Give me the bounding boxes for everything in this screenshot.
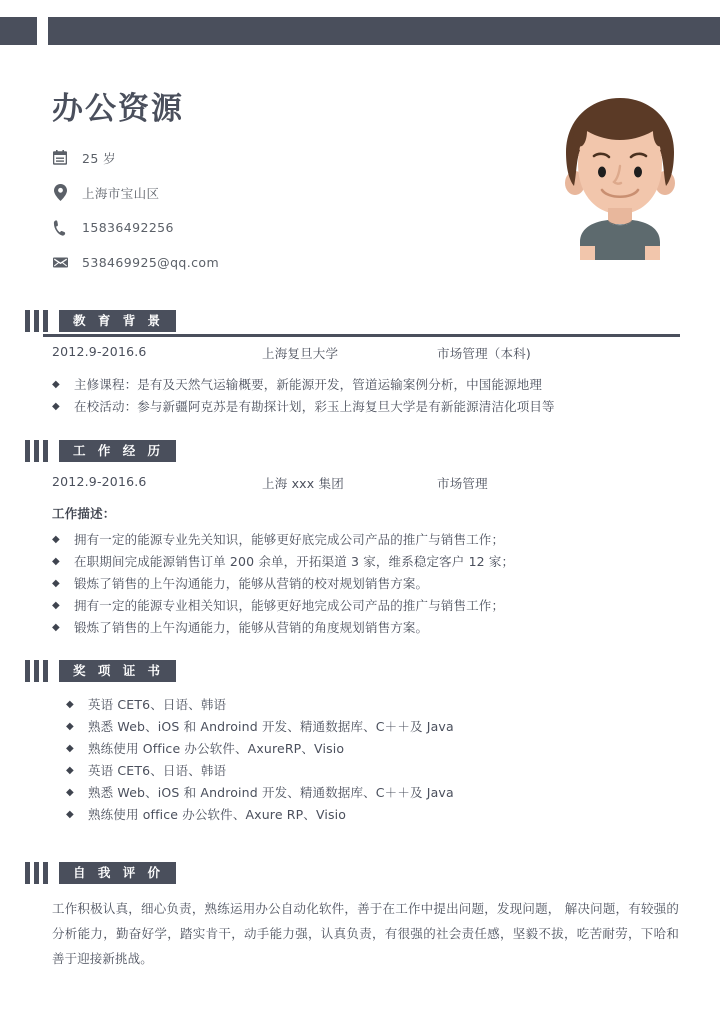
list-item: [66, 738, 682, 760]
calendar-icon: [50, 149, 70, 167]
page-title: 办公资源: [52, 91, 184, 127]
education-bullet-list: [52, 374, 682, 418]
list-item: [52, 529, 682, 551]
section-body-work: [52, 474, 682, 639]
top-bar-stub: [0, 17, 37, 45]
section-tick-2: [34, 310, 39, 332]
list-item: [52, 595, 682, 617]
diamond-bullet-icon: ◆: [52, 600, 60, 611]
award-bullet-text: 熟练使用 Office 办公软件、AxureRP、Visio: [88, 741, 345, 756]
section-header-awards: [25, 660, 720, 682]
award-bullet-text: 熟悉 Web、iOS 和 Androind 开发、精通数据库、C＋＋及 Java: [88, 719, 454, 734]
diamond-bullet-icon: ◆: [66, 765, 74, 776]
list-item: [66, 716, 682, 738]
contact-value-email: 538469925@qq.com: [82, 255, 220, 270]
work-date: 2012.9-2016.6: [52, 474, 147, 489]
award-bullet-text: 熟悉 Web、iOS 和 Androind 开发、精通数据库、C＋＋及 Java: [88, 785, 454, 800]
awards-bullet-list: [66, 694, 682, 826]
education-role: 市场管理（本科): [437, 346, 531, 361]
section-header-self-evaluation: [25, 862, 720, 884]
envelope-icon: [50, 254, 70, 272]
avatar: [540, 90, 700, 260]
resume-header: [0, 45, 720, 292]
phone-icon: [50, 219, 70, 237]
top-bar-main: [48, 17, 720, 45]
education-organization: 上海复旦大学: [262, 346, 339, 361]
diamond-bullet-icon: ◆: [52, 556, 60, 567]
diamond-bullet-icon: ◆: [52, 578, 60, 589]
education-entry-meta: [52, 344, 682, 362]
work-entry-meta: [52, 474, 682, 492]
work-bullet-text: 拥有一定的能源专业先关知识，能够更好底完成公司产品的推广与销售工作；: [74, 532, 505, 547]
section-tick-3: [43, 440, 48, 462]
contact-list: [50, 143, 380, 283]
section-awards: [0, 660, 720, 826]
section-title-awards: 奖 项 证 书: [59, 660, 176, 682]
list-item: [66, 804, 682, 826]
section-title-self-evaluation: 自 我 评 价: [59, 862, 176, 884]
section-education: [0, 310, 720, 418]
diamond-bullet-icon: ◆: [66, 699, 74, 710]
contact-value-phone: 15836492256: [82, 220, 174, 235]
contact-value-location: 上海市宝山区: [82, 185, 160, 201]
list-item: [52, 396, 682, 418]
section-tick-1: [25, 862, 30, 884]
award-bullet-text: 熟练使用 office 办公软件、Axure RP、Visio: [88, 807, 347, 822]
section-tick-2: [34, 660, 39, 682]
list-item: [52, 551, 682, 573]
work-bullet-text: 拥有一定的能源专业相关知识，能够更好地完成公司产品的推广与销售工作；: [74, 598, 505, 613]
education-bullet-text: 在校活动：参与新疆阿克苏是有勘探计划，彩玉上海复旦大学是有新能源清洁化项目等: [74, 399, 555, 414]
diamond-bullet-icon: ◆: [52, 379, 60, 390]
top-decorative-bars: [0, 17, 720, 45]
diamond-bullet-icon: ◆: [66, 809, 74, 820]
diamond-bullet-icon: ◆: [66, 787, 74, 798]
section-work-experience: [0, 440, 720, 639]
list-item: [66, 694, 682, 716]
contact-value-age: 25 岁: [82, 150, 116, 166]
section-tick-1: [25, 440, 30, 462]
section-tick-1: [25, 310, 30, 332]
work-description-label: 工作描述：: [52, 506, 116, 521]
section-body-awards: [52, 694, 682, 826]
award-bullet-text: 英语 CET6、日语、韩语: [88, 763, 227, 778]
section-tick-2: [34, 862, 39, 884]
section-self-evaluation: [0, 862, 720, 971]
section-title-education: 教 育 背 景: [59, 310, 176, 332]
section-header-education: [25, 310, 720, 332]
location-pin-icon: [50, 184, 70, 202]
list-item: [66, 760, 682, 782]
section-title-work: 工 作 经 历: [59, 440, 176, 462]
diamond-bullet-icon: ◆: [52, 534, 60, 545]
diamond-bullet-icon: ◆: [66, 743, 74, 754]
self-evaluation-paragraph: 工作积极认真，细心负责，熟练运用办公自动化软件，善于在工作中提出问题，发现问题， 解决问题，有较强的分析能力，勤奋好学，踏实肯干，动手能力强，认真负责，有很强的社会责任感，坚毅不拔，吃苦耐劳，下哈和善于迎接新挑战。: [52, 901, 679, 966]
section-header-work: [25, 440, 720, 462]
work-role: 市场管理: [437, 476, 488, 491]
contact-row-age: [50, 143, 380, 172]
section-tick-3: [43, 862, 48, 884]
work-bullet-text: 在职期间完成能源销售订单 200 余单，开拓渠道 3 家，维系稳定客户 12 家；: [74, 554, 515, 569]
diamond-bullet-icon: ◆: [52, 622, 60, 633]
list-item: [52, 573, 682, 595]
award-bullet-text: 英语 CET6、日语、韩语: [88, 697, 227, 712]
diamond-bullet-icon: ◆: [52, 401, 60, 412]
education-bullet-text: 主修课程：是有及天然气运输概要，新能源开发，管道运输案例分析，中国能源地理: [74, 377, 543, 392]
contact-row-location: [50, 178, 380, 207]
section-tick-3: [43, 310, 48, 332]
section-tick-2: [34, 440, 39, 462]
section-tick-1: [25, 660, 30, 682]
work-bullet-list: [52, 529, 682, 639]
list-item: [66, 782, 682, 804]
list-item: [52, 374, 682, 396]
contact-row-email: [50, 248, 380, 277]
work-bullet-text: 锻炼了销售的上午沟通能力，能够从营销的校对规划销售方案。: [74, 576, 429, 591]
section-tick-3: [43, 660, 48, 682]
section-body-self-evaluation: [52, 896, 682, 971]
list-item: [52, 617, 682, 639]
diamond-bullet-icon: ◆: [66, 721, 74, 732]
section-body-education: [52, 344, 682, 418]
work-bullet-text: 锻炼了销售的上午沟通能力，能够从营销的角度规划销售方案。: [74, 620, 429, 635]
contact-row-phone: [50, 213, 380, 242]
education-date: 2012.9-2016.6: [52, 344, 147, 359]
work-organization: 上海 xxx 集团: [262, 476, 344, 491]
